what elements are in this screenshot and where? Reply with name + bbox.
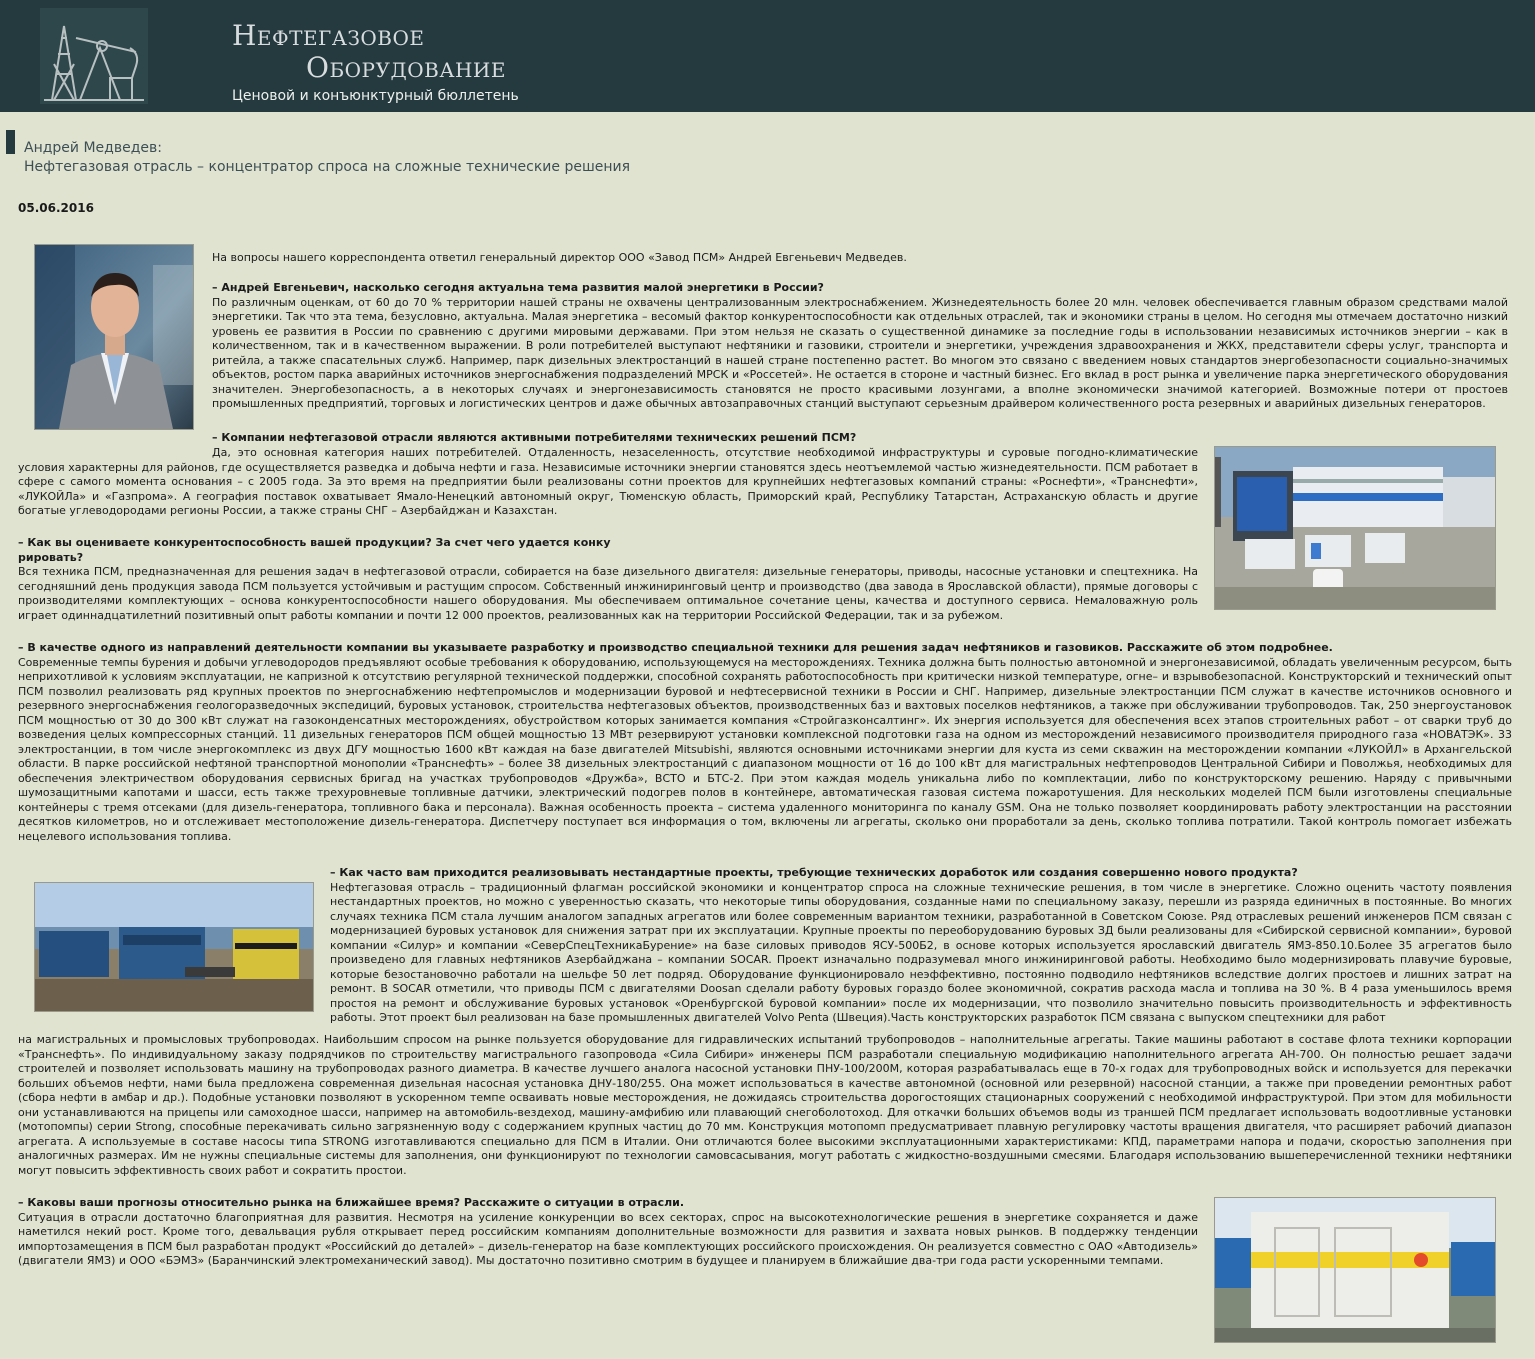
section-q3 (18, 536, 1198, 623)
section-q1 (212, 281, 1508, 412)
answer-2: Да, это основная категория наших потребителей. Отдаленность, незаселенность, отсутствие необходимой инфраструктуры и суровые погодно-климатические условия характерны для районов, где осуществляется разведка и добыча нефти и газа. Независимые источники энергии становятся здесь неотъемлемой частью жизнедеятельности. ПСМ работает в сфере с самого момента основания – с 2005 года. За это время на предприятии были реализованы сотни проектов для крупнейших нефтегазовых компаний страны: «Роснефти», «Транснефти», «ЛУКОЙЛа» и «Газпрома». А география поставок охватывает Ямало-Ненецкий автономный округ, Тюменскую область, Приморский край, Республику Татарстан, Астраханскую область и другие богатые углеводородами регионы России, а также страны СНГ – Азербайджан и Казахстан. (18, 446, 1198, 517)
article-title: Нефтегазовая отрасль – концентратор спроса на сложные технические решения (24, 159, 631, 175)
site-title-line1: Нефтегазовое (232, 19, 425, 52)
portrait-photo (34, 244, 194, 430)
answer-5-part1: Нефтегазовая отрасль – традиционный флагман российской экономики и концентратор спроса на сложные технические решения, в том числе в энергетике. Сложно оценить частоту появления нестандартных проектов, но можно с уверенностью сказать, что некоторые типы оборудования, созданные нами по специальному заказу, перешли из разряда единичных в постоянные. Во многих случаях техника ПСМ стала лучшим аналогом западных агрегатов или более современным вариантом техники, разработанной в Советском Союзе. Ряд отраслевых решений инженеров ПСМ связан с модернизацией буровых установок для снижения затрат при их эксплуатации. Крупные проекты по переоборудованию буровых ЗД были реализованы для «Сибирской сервисной компании», буровой компании «Силур» и компании «СеверСпецТехникаБурение» на базе силовых приводов ЯСУ-500Б2, в основе которых используется ярославский двигатель ЯМЗ-850.10.Более 35 агрегатов было произведено для главных нефтяников Азербайджана – компании SOCAR. Проект изначально подразумевал много инжиниринговой работы. Необходимо было модернизировать плавучие буровые, которые безостановочно работали на шельфе 50 лет подряд. Оборудование функционировало неэффективно, постоянно подводило нефтяников вследствие долгих простоев и лишних затрат на ремонт. В SOCAR отметили, что приводы ПСМ с двигателями Doosan сделали работу буровых гораздо более экономичной, сократив расхода масла и топлива на 30 %. В 4 раза уменьшилось время простоя на ремонт и обслуживание буровых установок «Оренбургской буровой компании» после их модернизации, что позволило значительно повысить производительность и эффективность работы. Этот проект был реализован на базе промышленных двигателей Volvo Penta (Швеция).Часть конструкторских разработок ПСМ связана с выпуском спецтехники для работ (330, 880, 1512, 1024)
intro-paragraph: На вопросы нашего корреспондента ответил генеральный директор ООО «Завод ПСМ» Андрей Евгеньевич Медведев. (212, 251, 907, 264)
answer-3: Вся техника ПСМ, предназначенная для решения задач в нефтегазовой отрасли, собирается на базе дизельного двигателя: дизельные генераторы, приводы, насосные установки и спецтехника. На сегодняшний день продукция завода ПСМ пользуется устойчивым и растущим спросом. Собственный инжиниринговый центр и производство (два завода в Ярославской области), прямые договоры с производителями комплектующих – основа конкурентоспособности нашего оборудования. Мы обеспечиваем оптимальное сочетание цены, качества и доступного сервиса. Немаловажную роль играет одиннадцатилетний позитивный опыт работы компании и почти 12 000 проектов, реализованных как на территории Российской Федерации, так и за рубежом. (18, 565, 1198, 622)
question-6: – Каковы ваши прогнозы относительно рынка на ближайшее время? Расскажите о ситуации в отрасли. (18, 1196, 685, 1209)
equipment-riverbank-photo (34, 882, 314, 1012)
question-2: – Компании нефтегазовой отрасли являются активными потребителями технических решений ПСМ? (212, 431, 857, 444)
section-q6 (18, 1196, 1198, 1269)
site-title[interactable] (232, 20, 506, 84)
question-3-line2: рировать? (18, 550, 84, 564)
section-q5-top (330, 866, 1512, 1026)
title-marker (6, 130, 15, 154)
question-5: – Как часто вам приходится реализовывать нестандартные проекты, требующие технических доработок или создания совершенно нового продукта? (330, 866, 1298, 879)
section-q5-bottom (18, 1033, 1512, 1178)
answer-6: Ситуация в отрасли достаточно благоприятная для развития. Несмотря на усиление конкуренции во всех секторах, спрос на высокотехнологические решения в энергетике сохраняется и даже наметился некий рост. Кроме того, девальвация рубля открывает перед российским компаниям дополнительные возможности для развития и захвата новых рынков. В поддержку тенденции импортозамещения в ПСМ был разработан продукт «Российский до деталей» – дизель-генератор на базе комплектующих российского происхождения. Он реализуется совместно с ОАО «Автодизель» (двигатели ЯМЗ) и ООО «БЭМЗ» (Баранчинский электромеханический завод). Мы достаточно позитивно смотрим в будущее и планируем в ближайшие два-три года расти ускоренными темпами. (18, 1210, 1198, 1267)
section-q2-body (18, 446, 1198, 519)
article-author: Андрей Медведев: (24, 140, 162, 156)
site-subtitle: Ценовой и конъюнктурный бюллетень (232, 88, 519, 104)
article-date: 05.06.2016 (18, 201, 94, 215)
answer-1: По различным оценкам, от 60 до 70 % территории нашей страны не охвачены централизованным электроснабжением. Жизнедеятельность более 20 млн. человек обеспечивается главным образом средствами малой энергетики. Так что эта тема, безусловно, актуальна. Малая энергетика – весомый фактор конкурентоспособности как отдельных отраслей, так и экономики страны в целом. Но сегодня мы отмечаем достаточно низкий уровень ее развития в России по сравнению с другими мировыми державами. При этом нельзя не сказать о существенной динамике за последние годы в использовании независимых источников энергии – как в количественном, так и в качественном выражении. В роли потребителей выступают нефтяники и газовики, строители и энергетики, учреждения здравоохранения и ЖКХ, представители сферы услуг, транспорта и ритейла, а также спасательных служб. Например, парк дизельных электростанций в нашей стране постепенно растет. Во многом это связано с введением новых стандартов энергобезопасности социально-значимых объектов, ростом парка аварийных источников энергоснабжения подразделений МРСК и «Россетей». Не остается в стороне и частный бизнес. Его вклад в рост рынка и увеличение парка энергетического оборудования значителен. Энергобезопасность, а в некоторых случаях и энергонезависимость становятся не просто красивыми лозунгами, а вполне экономически значимой категорией. Возможные потери от простоев промышленных предприятий, торговых и логистических центров и даже обычных автозаправочных станций выступают серьезным драйвером количественного роста резервных и аварийных дизельных генераторов. (212, 295, 1508, 410)
answer-5-part2: на магистральных и промысловых трубопроводах. Наибольшим спросом на рынке пользуется оборудование для гидравлических испытаний трубопроводов – наполнительные агрегаты. Такие машины работают в составе флота техники корпорации «Транснефть». По индивидуальному заказу подрядчиков по строительству магистрального газопровода «Сила Сибири» инженеры ПСМ разработали специальную модификацию наполнительного агрегата АН-700. Он полностью решает задачи строителей и позволяет использовать машину на трубопроводах разного диаметра. В качестве лучшего аналога насосной установки ПНУ-100/200М, которая разрабатывалась еще в 70-х годах для трубопроводных войск и используется для перекачки больших объемов нефти, нами была предложена современная дизельная насосная установка ДНУ-180/255. Она может использоваться в качестве автономной (основной или резервной) насосной станции, а также при проведении ремонтных работ (сбора нефти в амбар и др.). Подобные установки позволяют в ускоренном темпе осваивать новые месторождения, не дожидаясь строительства дорогостоящих стационарных сооружений с необходимой инфраструктурой. При этом для мобильности они устанавливаются на прицепы или самоходное шасси, например на автомобиль-вездеход, машину-амфибию или плавающий снегоболотоход. Для откачки больших объемов воды из траншей ПСМ предлагает использовать водоотливные установки (мотопомпы) серии Strong, способные перекачивать сильно загрязненную воду с содержанием крупных частиц до 70 мм. Конструкция мотопомп предусматривает плавную регулировку частоты вращения двигателя, что расширяет рабочий диапазон агрегата. А используемые в составе насосы типа STRONG изготавливаются специально для ПСМ в Италии. Они отличаются более высокими эксплуатационными характеристиками: КПД, параметрами напора и подачи, скоростью заполнения при аналогичных размерах. Им не нужны специальные системы для заполнения, они функционируют по технологии самовсасывания, могут работать с жидкостно-воздушными смесями. Благодаря использованию вышеперечисленной техники нефтяники могут повысить эффективность своих работ и сократить простои. (18, 1033, 1512, 1177)
oil-pump-icon (40, 8, 148, 104)
intro-text (212, 251, 1508, 266)
site-title-line2: Оборудование (306, 51, 506, 84)
answer-4: Современные темпы бурения и добычи углеводородов предъявляют особые требования к оборудованию, использующемуся на месторождениях. Техника должна быть полностью автономной и энергонезависимой, обладать увеличенным ресурсом, быть неприхотливой к условиям эксплуатации, не капризной к отсутствию регулярной технической поддержки, способной сохранять работоспособность при критически низкой температуре, огне– и взрывобезопасной. Конструкторский и технический опыт ПСМ позволил реализовать ряд крупных проектов по энергоснабжению нефтепромыслов и модернизации буровой и нефтесервисной техники в России и СНГ. Например, дизельные электростанции ПСМ служат в качестве источников основного и резервного энергоснабжения геологоразведочных экспедиций, буровых установок, строительства нефтегазовых объектов, производственных баз и вахтовых поселков нефтяников, а также при обслуживании трубопроводов. Так, 250 энергоустановок ПСМ мощностью от 30 до 300 кВт служат на газоконденсатных месторождениях, обустройством которых занимается компания «Стройгазконсалтинг». Их энергия используется для обеспечения всех этапов строительных работ – от сварки труб до возведения целых компрессорных станций. 11 дизельных генераторов ПСМ общей мощностью 13 МВт резервируют установки комплексной подготовки газа на одном из месторождений независимого производителя природного газа «НОВАТЭК». 33 электростанции, в том числе энергокомплекс из двух ДГУ мощностью 1600 кВт каждая на базе двигателей Mitsubishi, являются основными источниками энергии для куста из семи скважин на месторождении компании «ЛУКОЙЛ» в Архангельской области. В парке российской нефтяной транспортной монополии «Транснефть» – более 38 дизельных электростанций с диапазоном мощности от 16 до 100 кВт для магистральных нефтепроводов Центральной Сибири и Поволжья, необходимых для обеспечения электричеством оборудования сервисных бригад на участках трубопроводов «Дружба», ВСТО и БТС-2. При этом каждая модель уникальна либо по комплектации, либо по конструкторскому решению. Наряду с привычными шумозащитными капотами и шасси, есть также трехуровневые топливные датчики, электрический подогрев полов в контейнере, автоматическая газовая система пожаротушения. Для нескольких моделей ПСМ были изготовлены специальные контейнеры с тремя отсеками (для дизель-генератора, топливного бака и персонала). Важная особенность проекта – система удаленного мониторинга по каналу GSM. Она не только позволяет координировать работу электростанции на расстоянии десятков километров, но и отслеживает местоположение дизель-генератора. Диспетчеру поступает вся информация о том, включены ли агрегаты, сколько они проработали за день, сколько топлива потратили. Такой контроль помогает избежать нецелевого использования топлива. (18, 655, 1512, 843)
generator-container-photo (1214, 1197, 1496, 1343)
site-header (0, 0, 1535, 112)
question-4: – В качестве одного из направлений деятельности компании вы указываете разработку и производство специальной техники для решения задач нефтяников и газовиков. Расскажите об этом подробнее. (18, 641, 1333, 654)
question-1: – Андрей Евгеньевич, насколько сегодня актуальна тема развития малой энергетики в России? (212, 281, 824, 294)
section-q4 (18, 641, 1512, 844)
question-3-line1: – Как вы оцениваете конкурентоспособность вашей продукции? За счет чего удается конку (18, 536, 611, 549)
power-plant-photo (1214, 446, 1496, 610)
section-q2-heading (212, 431, 1202, 446)
